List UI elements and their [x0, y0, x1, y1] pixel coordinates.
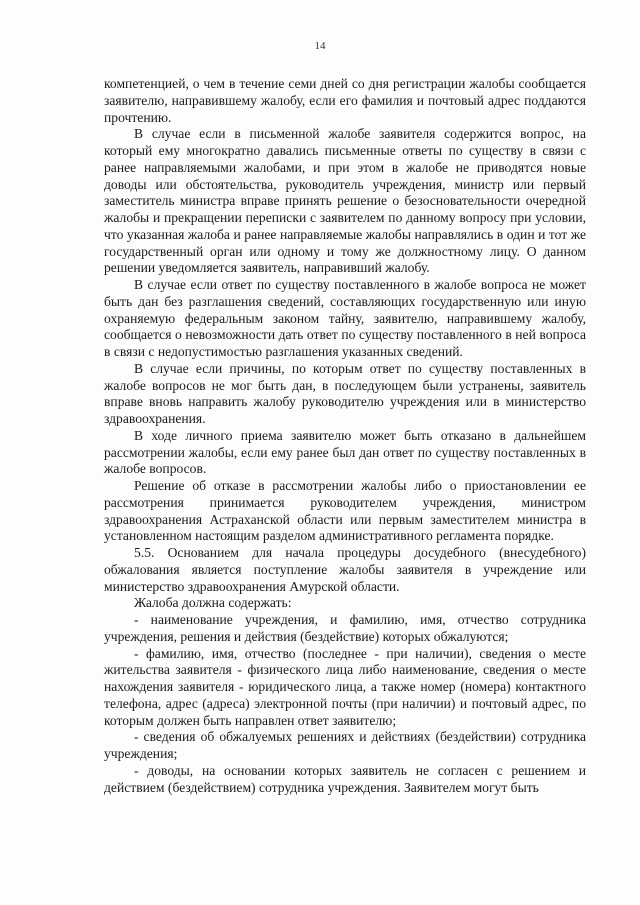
- paragraph-secret-information: В случае если ответ по существу поставленного в жалобе вопроса не может быть дан без разглашения сведений, составляющих государственную или иную охраняемую федеральным законом тайну, заявителю, направившему жалобу, сообщается о невозможности дать ответ по существу поставленного в ней вопроса в связи с недопустимостью разглашения указанных сведений.: [104, 277, 586, 359]
- paragraph-complaint-contents-intro: Жалоба должна содержать:: [134, 595, 292, 611]
- page-number: 14: [314, 40, 326, 52]
- paragraph-repeated-complaint: В случае если в письменной жалобе заявителя содержится вопрос, на который ему многократно давались письменные ответы по существу в связи с ранее направляемыми жалобами, и при этом в жалобе не приводятся новые доводы или обстоятельства, руководитель учреждения, министр или первый заместитель министра вправе принять решение о безосновательности очередной жалобы и прекращении переписки с заявителем по данному вопросу при условии, что указанная жалоба и ранее направляемые жалобы направлялись в один и тот же государственный орган или одному и тому же должностному лицу. О данном решении уведомляется заявитель, направивший жалобу.: [104, 126, 586, 276]
- paragraph-reasons-eliminated: В случае если причины, по которым ответ по существу поставленных в жалобе вопросов не мог быть дан, в последующем были устранены, заявитель вправе вновь направить жалобу руководителю учреждения или в министерство здравоохранения.: [104, 360, 586, 426]
- list-item-institution-name: - наименование учреждения, и фамилию, имя, отчество сотрудника учреждения, решения и действия (бездействие) которых обжалуются;: [104, 612, 586, 644]
- list-item-applicant-details: - фамилию, имя, отчество (последнее - при наличии), сведения о месте жительства заявителя - физического лица либо наименование, сведения о месте нахождения заявителя - юридического лица, а также номер (номера) контактного телефона, адрес (адреса) электронной почты (при наличии) и почтовый адрес, по которым должен быть направлен ответ заявителю;: [104, 645, 586, 728]
- paragraph-personal-reception: В ходе личного приема заявителю может быть отказано в дальнейшем рассмотрении жалобы, если ему ранее был дан ответ по существу поставленных в жалобе вопросов.: [104, 427, 586, 477]
- document-body: [104, 76, 586, 796]
- paragraph-continuation: компетенцией, о чем в течение семи дней со дня регистрации жалобы сообщается заявителю, направившему жалобу, если его фамилия и почтовый адрес поддаются прочтению.: [104, 76, 586, 125]
- list-item-appealed-decisions: - сведения об обжалуемых решениях и действиях (бездействии) сотрудника учреждения;: [104, 729, 586, 761]
- paragraph-section-5-5: 5.5. Основанием для начала процедуры досудебного (внесудебного) обжалования является поступление жалобы заявителя в учреждение или министерство здравоохранения Амурской области.: [104, 545, 586, 594]
- paragraph-refusal-decision: Решение об отказе в рассмотрении жалобы либо о приостановлении ее рассмотрения принимается руководителем учреждения, министром здравоохранения Астраханской области или первым заместителем министра в установленном настоящим разделом административного регламента порядке.: [104, 478, 586, 544]
- list-item-arguments: - доводы, на основании которых заявитель не согласен с решением и действием (бездействием) сотрудника учреждения. Заявителем могут быть: [104, 762, 586, 795]
